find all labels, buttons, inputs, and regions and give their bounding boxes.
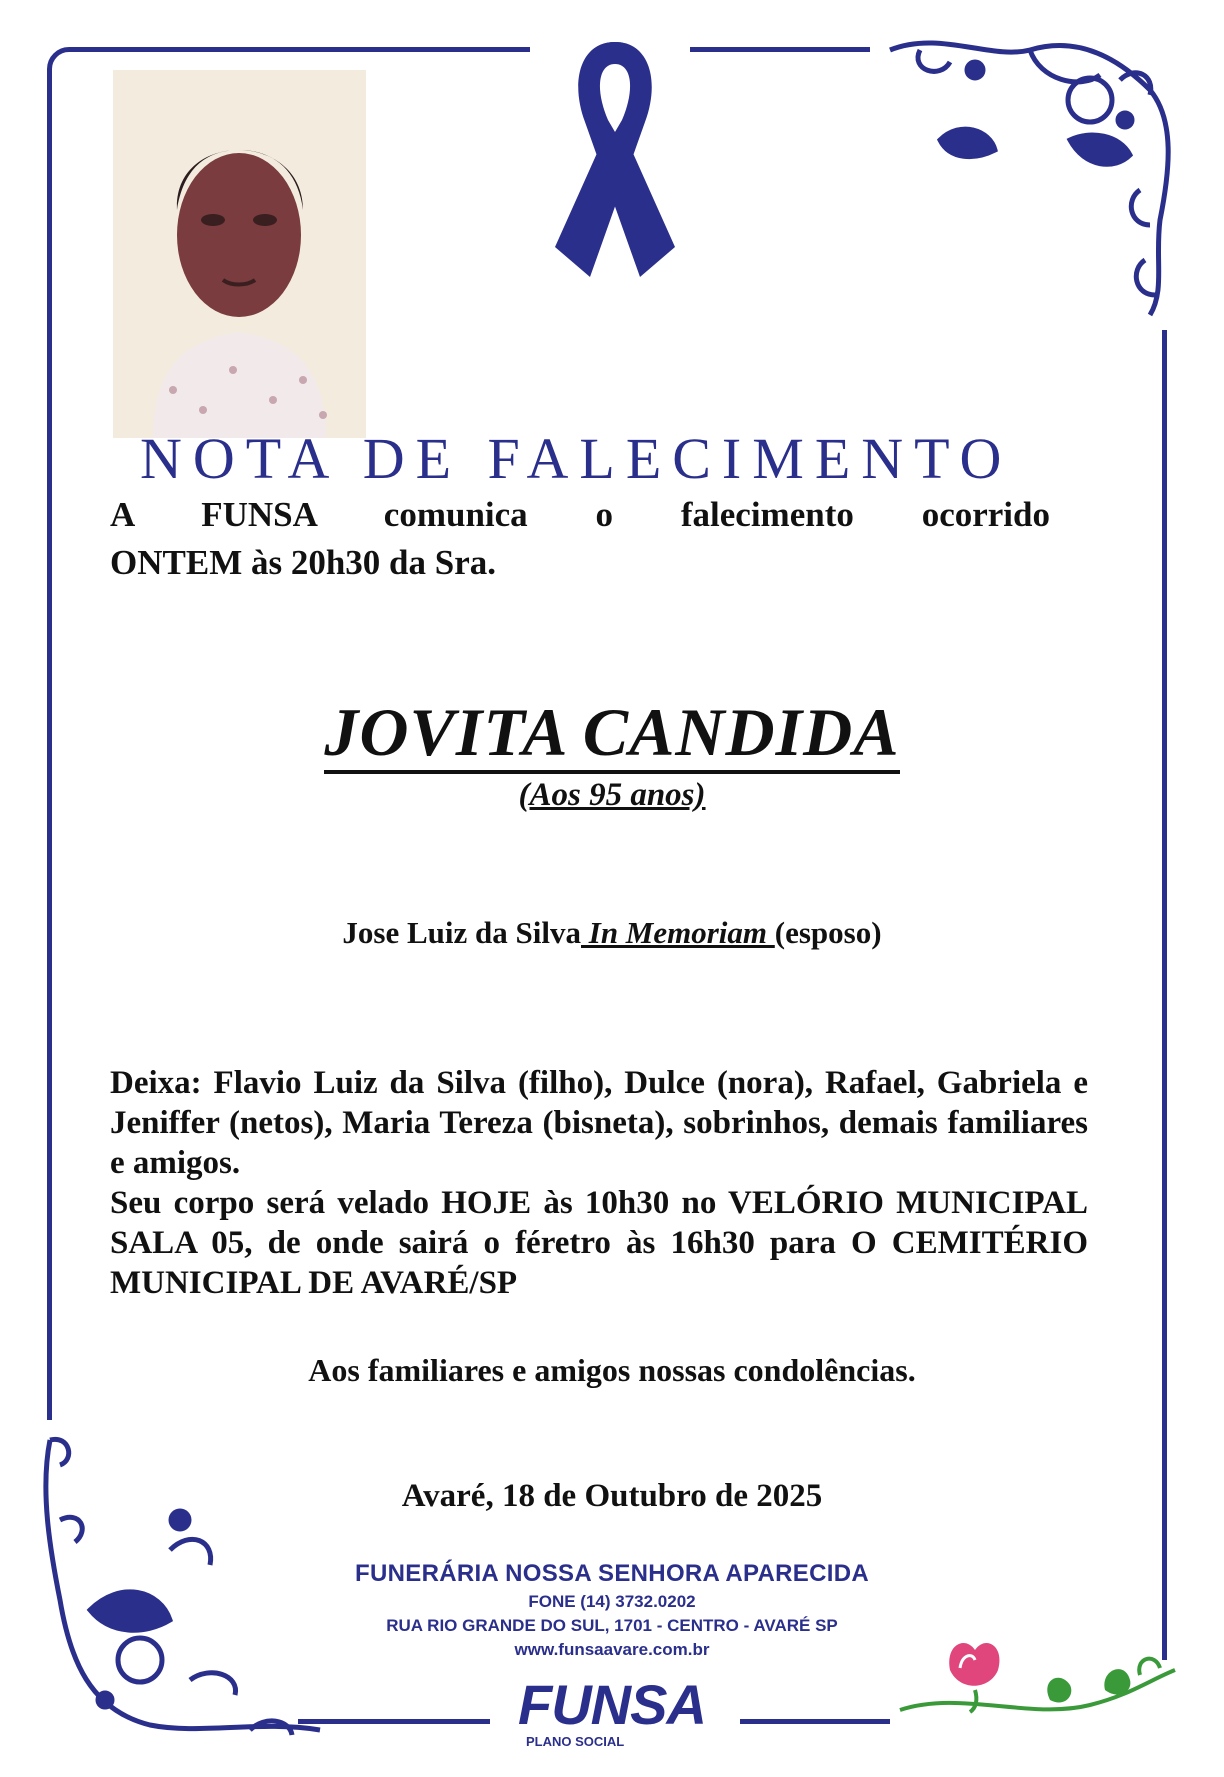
- intro-line-2: ONTEM às 20h30 da Sra.: [110, 543, 497, 582]
- logo-word: FUNSA: [518, 1673, 706, 1736]
- page-title: NOTA DE FALECIMENTO: [140, 426, 1013, 491]
- deceased-name: [0, 693, 1224, 772]
- survivors-paragraph: Deixa: Flavio Luiz da Silva (filho), Dulce (nora), Rafael, Gabriela e Jeniffer (netos), Maria Tereza (bisneta), sobrinhos, demais familiares e amigos.: [110, 1065, 1088, 1181]
- company-website: www.funsaavare.com.br: [514, 1640, 710, 1659]
- company-phone: FONE (14) 3732.0202: [528, 1592, 696, 1611]
- company-address: RUA RIO GRANDE DO SUL, 1701 - CENTRO - AVARÉ SP: [386, 1616, 838, 1635]
- deceased-name-text: JOVITA CANDIDA: [324, 694, 899, 774]
- intro-line-1: A FUNSA comunica o falecimento ocorrido: [110, 495, 1050, 534]
- company-name: FUNERÁRIA NOSSA SENHORA APARECIDA: [355, 1560, 869, 1587]
- condolences-text: Aos familiares e amigos nossas condolências.: [308, 1352, 916, 1388]
- deceased-age-text: (Aos 95 anos): [518, 777, 706, 813]
- floral-ornament-icon: [880, 20, 1180, 330]
- logo-subtitle: PLANO SOCIAL: [526, 1734, 625, 1749]
- notice-body: [110, 1063, 1088, 1303]
- spouse-relation: (esposo): [774, 915, 882, 950]
- funsa-logo: [512, 1672, 710, 1758]
- deceased-age: [0, 777, 1224, 814]
- footer-contact: [0, 1560, 1224, 1660]
- in-memoriam-label: In Memoriam: [581, 915, 775, 950]
- spouse-name: Jose Luiz da Silva: [342, 915, 581, 950]
- mourning-ribbon-icon: [540, 12, 690, 282]
- spouse-line: [0, 915, 1224, 951]
- notice-date: Avaré, 18 de Outubro de 2025: [401, 1478, 823, 1514]
- deceased-portrait: [113, 70, 366, 438]
- wake-paragraph: Seu corpo será velado HOJE às 10h30 no VELÓRIO MUNICIPAL SALA 05, de onde sairá o féretro às 16h30 para O CEMITÉRIO MUNICIPAL DE AVARÉ/SP: [110, 1185, 1088, 1301]
